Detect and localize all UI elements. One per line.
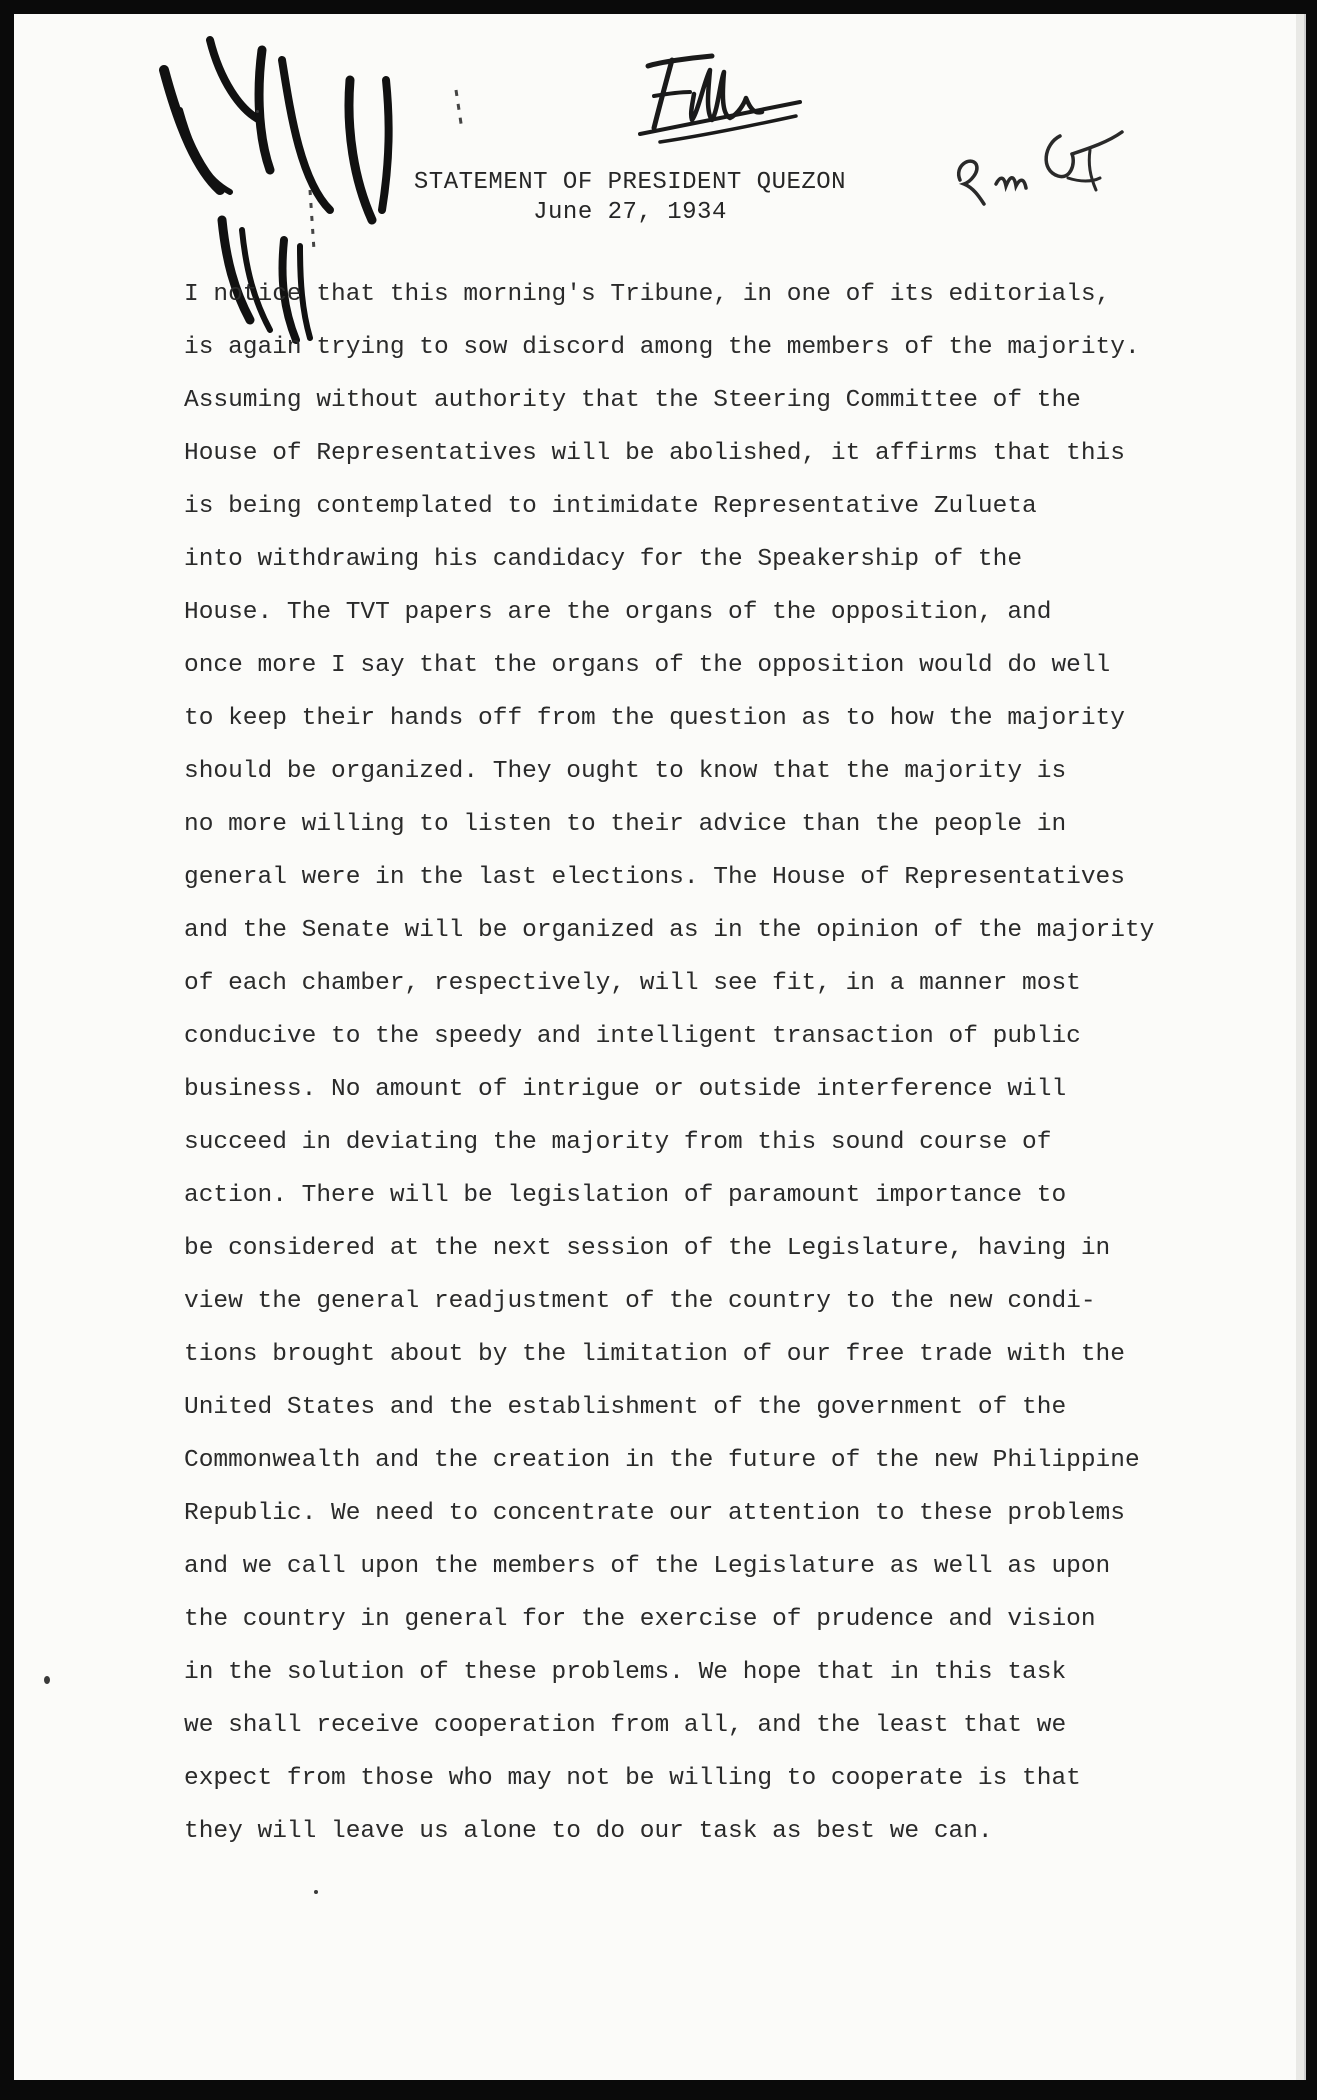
body-line: be considered at the next session of the Legislature, having in	[184, 1235, 1111, 1262]
body-line: Assuming without authority that the Steering Committee of the	[184, 387, 1081, 414]
body-line: and the Senate will be organized as in the opinion of the majority	[184, 917, 1155, 944]
body-line: once more I say that the organs of the opposition would do well	[184, 652, 1111, 679]
body-line: should be organized. They ought to know that the majority is	[184, 758, 1067, 785]
body-line: the country in general for the exercise of prudence and vision	[184, 1606, 1096, 1633]
body-line: no more willing to listen to their advice than the people in	[184, 811, 1067, 838]
document-date: June 27, 1934	[533, 199, 727, 226]
sheet-edge	[1296, 14, 1304, 2080]
document-title: STATEMENT OF PRESIDENT QUEZON	[413, 169, 847, 196]
body-line: succeed in deviating the majority from this sound course of	[184, 1129, 1052, 1156]
document-heading	[0, 168, 1260, 228]
body-line: tions brought about by the limitation of our free trade with the	[184, 1341, 1125, 1368]
body-line: I notice that this morning's Tribune, in one of its editorials,	[184, 281, 1111, 308]
body-line: in the solution of these problems. We hope that in this task	[184, 1659, 1067, 1686]
paper-speck	[44, 1676, 50, 1684]
body-line: Commonwealth and the creation in the future of the new Philippine	[184, 1447, 1140, 1474]
body-line: action. There will be legislation of paramount importance to	[184, 1182, 1067, 1209]
body-line: into withdrawing his candidacy for the Speakership of the	[184, 546, 1023, 573]
body-line: to keep their hands off from the question as to how the majority	[184, 705, 1125, 732]
body-line: House. The TVT papers are the organs of the opposition, and	[184, 599, 1052, 626]
body-line: we shall receive cooperation from all, and the least that we	[184, 1712, 1067, 1739]
body-line: general were in the last elections. The House of Representatives	[184, 864, 1125, 891]
handwritten-file-note	[620, 52, 820, 147]
body-line: House of Representatives will be abolished, it affirms that this	[184, 440, 1125, 467]
body-line: is again trying to sow discord among the members of the majority.	[184, 334, 1140, 361]
body-line: conducive to the speedy and intelligent transaction of public	[184, 1023, 1081, 1050]
body-line: United States and the establishment of the government of the	[184, 1394, 1067, 1421]
body-line: they will leave us alone to do our task as best we can.	[184, 1818, 993, 1845]
statement-body	[184, 268, 1224, 1858]
body-line: and we call upon the members of the Legislature as well as upon	[184, 1553, 1111, 1580]
body-line: of each chamber, respectively, will see fit, in a manner most	[184, 970, 1081, 997]
paper-speck	[256, 110, 259, 113]
paper-speck	[314, 1890, 318, 1894]
body-line: expect from those who may not be willing to cooperate is that	[184, 1765, 1081, 1792]
body-line: view the general readjustment of the country to the new condi-	[184, 1288, 1096, 1315]
body-line: Republic. We need to concentrate our attention to these problems	[184, 1500, 1125, 1527]
body-line: business. No amount of intrigue or outside interference will	[184, 1076, 1067, 1103]
body-line: is being contemplated to intimidate Representative Zulueta	[184, 493, 1037, 520]
